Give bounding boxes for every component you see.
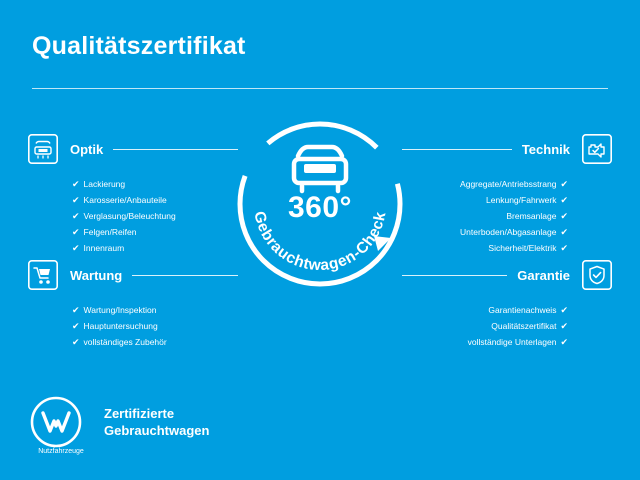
- brand-subtitle: Nutzfahrzeuge: [38, 448, 84, 455]
- list-item-label: vollständige Unterlagen: [467, 337, 557, 347]
- list-item: [402, 176, 612, 192]
- section-list: [402, 176, 612, 256]
- list-item: [28, 176, 238, 192]
- list-item: [402, 192, 612, 208]
- check-icon: ✔: [72, 337, 80, 347]
- footer-line-1: Zertifizierte: [104, 406, 175, 421]
- check-icon: ✔: [560, 179, 568, 189]
- check-icon: ✔: [560, 337, 568, 347]
- list-item-label: Qualitätszertifikat: [491, 321, 557, 331]
- list-item: [28, 334, 238, 350]
- list-item: [28, 318, 238, 334]
- section-header: [28, 258, 238, 292]
- check-icon: ✔: [72, 195, 80, 205]
- list-item-label: Hauptuntersuchung: [83, 321, 158, 331]
- check-icon: ✔: [560, 243, 568, 253]
- list-item-label: Wartung/Inspektion: [83, 305, 157, 315]
- list-item: [28, 208, 238, 224]
- check-icon: ✔: [72, 321, 80, 331]
- list-item-label: vollständiges Zubehör: [83, 337, 167, 347]
- list-item-label: Innenraum: [83, 243, 125, 253]
- list-item: [402, 318, 612, 334]
- section-title: Optik: [70, 141, 104, 157]
- check-icon: ✔: [72, 211, 80, 221]
- section-list: [28, 302, 238, 350]
- shield-check-icon: [582, 260, 612, 290]
- list-item-label: Lenkung/Fahrwerk: [486, 195, 557, 205]
- section-technik: [402, 132, 612, 256]
- footer-text: [104, 405, 209, 439]
- check-icon: ✔: [560, 195, 568, 205]
- list-item-label: Felgen/Reifen: [83, 227, 137, 237]
- check-icon: ✔: [72, 305, 80, 315]
- section-header: [402, 258, 612, 292]
- section-title: Technik: [521, 141, 570, 157]
- engine-check-icon: [582, 134, 612, 164]
- section-optik: [28, 132, 238, 256]
- page-title: Qualitätszertifikat: [32, 32, 246, 60]
- car-wash-icon: [28, 134, 58, 164]
- list-item: [402, 224, 612, 240]
- list-item-label: Aggregate/Antriebsstrang: [460, 179, 557, 189]
- list-item: [402, 240, 612, 256]
- footer: [30, 396, 210, 455]
- list-item-label: Verglasung/Beleuchtung: [83, 211, 176, 221]
- section-header: [28, 132, 238, 166]
- list-item-label: Karosserie/Anbauteile: [83, 195, 167, 205]
- badge-center-label: 360°: [287, 191, 353, 224]
- section-header: [402, 132, 612, 166]
- list-item-label: Bremsanlage: [506, 211, 557, 221]
- list-item-label: Sicherheit/Elektrik: [488, 243, 557, 253]
- list-item: [402, 302, 612, 318]
- list-item: [402, 208, 612, 224]
- section-rule: [132, 275, 238, 276]
- list-item-label: Unterboden/Abgasanlage: [460, 227, 557, 237]
- check-icon: ✔: [72, 227, 80, 237]
- badge-360-check: [228, 108, 412, 292]
- section-wartung: [28, 258, 238, 350]
- section-list: [402, 302, 612, 350]
- section-title: Wartung: [70, 267, 123, 283]
- section-rule: [113, 149, 238, 150]
- section-list: [28, 176, 238, 256]
- list-item: [28, 192, 238, 208]
- vw-logo-icon: [30, 396, 84, 455]
- section-garantie: [402, 258, 612, 350]
- footer-line-2: Gebrauchtwagen: [104, 423, 210, 438]
- service-cart-icon: [28, 260, 58, 290]
- check-icon: ✔: [72, 243, 80, 253]
- list-item-label: Garantienachweis: [488, 305, 557, 315]
- svg-text:Gebrauchtwagen-Check: Gebrauchtwagen-Check: [250, 209, 390, 275]
- section-title: Garantie: [517, 267, 570, 283]
- check-icon: ✔: [560, 305, 568, 315]
- list-item: [28, 302, 238, 318]
- check-icon: ✔: [560, 227, 568, 237]
- list-item: [28, 240, 238, 256]
- list-item-label: Lackierung: [83, 179, 126, 189]
- check-icon: ✔: [72, 179, 80, 189]
- list-item: [402, 334, 612, 350]
- header-divider: [32, 88, 608, 89]
- check-icon: ✔: [560, 321, 568, 331]
- check-icon: ✔: [560, 211, 568, 221]
- list-item: [28, 224, 238, 240]
- section-rule: [402, 149, 512, 150]
- section-rule: [402, 275, 507, 276]
